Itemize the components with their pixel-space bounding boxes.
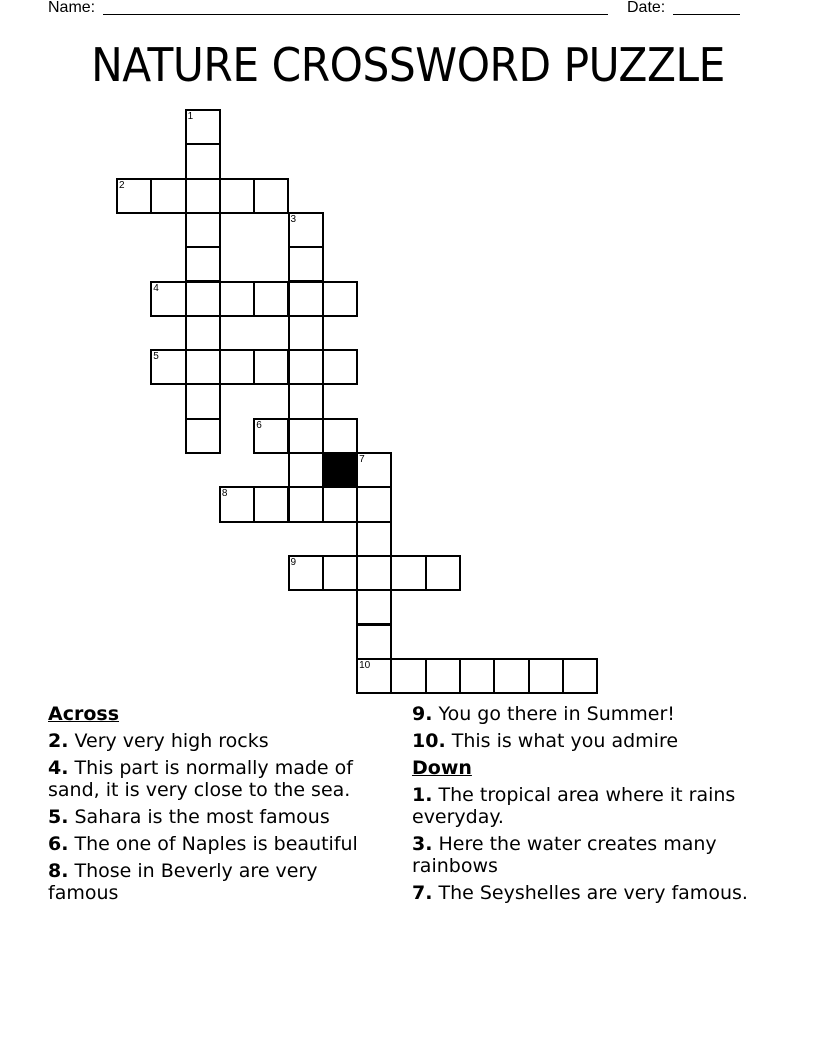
crossword-cell[interactable] — [150, 178, 186, 214]
crossword-cell[interactable] — [356, 624, 392, 660]
crossword-cell[interactable] — [253, 281, 289, 317]
clue-number: 2. — [48, 730, 69, 752]
crossword-cell[interactable] — [116, 178, 152, 214]
crossword-cell[interactable] — [185, 281, 221, 317]
clue-number-label: 4 — [153, 282, 159, 294]
crossword-cell[interactable] — [185, 178, 221, 214]
clue-number-label: 1 — [187, 111, 194, 122]
crossword-cell[interactable] — [219, 178, 255, 214]
clue-number-label: 8 — [221, 488, 228, 500]
crossword-cell[interactable] — [390, 555, 426, 591]
crossword-cell[interactable] — [185, 383, 221, 419]
across-heading: Across — [48, 703, 120, 725]
crossword-cell[interactable] — [185, 212, 221, 248]
crossword-cell[interactable] — [356, 555, 392, 591]
crossword-cell[interactable] — [562, 658, 598, 694]
clue-number: 8. — [48, 860, 69, 882]
crossword-cell[interactable] — [185, 109, 221, 145]
crossword-cell[interactable] — [150, 281, 186, 317]
clue-text: This part is normally made of sand, it is very close to the sea. — [48, 757, 353, 801]
clues-column-left — [48, 703, 388, 909]
crossword-cell[interactable] — [356, 452, 392, 488]
clue-number-label: 10 — [359, 659, 371, 671]
crossword-cell[interactable] — [356, 486, 392, 522]
crossword-cell[interactable] — [288, 246, 324, 282]
clue-across-5 — [48, 806, 388, 828]
clue-number-label: 9 — [290, 556, 297, 568]
clue-number: 5. — [48, 806, 69, 828]
crossword-cell[interactable] — [185, 246, 221, 282]
clue-number: 10. — [412, 730, 446, 752]
clue-number-label: 6 — [256, 419, 262, 431]
crossword-cell[interactable] — [322, 349, 358, 385]
crossword-cell[interactable] — [150, 349, 186, 385]
crossword-cell[interactable] — [219, 349, 255, 385]
crossword-cell[interactable] — [288, 418, 324, 454]
name-label: Name: — [48, 0, 96, 16]
crossword-cell[interactable] — [253, 486, 289, 522]
clue-down-1 — [412, 784, 752, 828]
clue-text: The one of Naples is beautiful — [68, 833, 358, 855]
crossword-cell[interactable] — [288, 486, 324, 522]
clue-down-7 — [412, 882, 752, 904]
crossword-cell[interactable] — [425, 658, 461, 694]
clue-number-label: 5 — [153, 351, 159, 363]
clue-across-4 — [48, 757, 388, 801]
crossword-cell[interactable] — [185, 349, 221, 385]
crossword-cell[interactable] — [288, 383, 324, 419]
clue-text: This is what you admire — [445, 730, 679, 752]
crossword-cell[interactable] — [253, 418, 289, 454]
crossword-cell[interactable] — [253, 178, 289, 214]
clue-number-label: 2 — [119, 179, 125, 191]
crossword-cell[interactable] — [322, 486, 358, 522]
clue-across-10 — [412, 730, 752, 752]
date-label: Date: — [627, 0, 666, 16]
clue-number: 9. — [412, 703, 433, 725]
crossword-cell[interactable] — [185, 418, 221, 454]
clue-text: Those in Beverly are very famous — [48, 860, 318, 904]
clue-number-label: 7 — [359, 454, 365, 465]
crossword-cell[interactable] — [425, 555, 461, 591]
crossword-cell[interactable] — [288, 315, 324, 351]
clue-number-label: 3 — [290, 213, 297, 225]
clue-number: 3. — [412, 833, 433, 855]
crossword-cell[interactable] — [288, 555, 324, 591]
clue-across-9 — [412, 703, 752, 725]
clue-number: 1. — [412, 784, 433, 806]
crossword-cell[interactable] — [185, 143, 221, 179]
clue-number: 4. — [48, 757, 69, 779]
crossword-cell[interactable] — [288, 281, 324, 317]
clue-text: The tropical area where it rains everyday. — [412, 784, 736, 828]
crossword-cell[interactable] — [288, 452, 324, 488]
clue-text: The Seyshelles are very famous. — [432, 882, 748, 904]
crossword-cell[interactable] — [219, 486, 255, 522]
down-heading: Down — [412, 757, 472, 779]
crossword-cell[interactable] — [493, 658, 529, 694]
crossword-cell[interactable] — [219, 281, 255, 317]
crossword-cell[interactable] — [390, 658, 426, 694]
crossword-cell[interactable] — [459, 658, 495, 694]
crossword-cell[interactable] — [356, 589, 392, 625]
clue-across-8 — [48, 860, 388, 904]
crossword-cell[interactable] — [288, 212, 324, 248]
clue-text: Very very high rocks — [68, 730, 269, 752]
crossword-cell[interactable] — [185, 315, 221, 351]
crossword-block — [322, 452, 358, 488]
crossword-cell[interactable] — [322, 281, 358, 317]
clue-number: 7. — [412, 882, 433, 904]
crossword-cell[interactable] — [322, 555, 358, 591]
clue-down-3 — [412, 833, 752, 877]
clue-number: 6. — [48, 833, 69, 855]
clue-text: Here the water creates many rainbows — [412, 833, 717, 877]
clue-text: Sahara is the most famous — [68, 806, 330, 828]
clue-across-2 — [48, 730, 388, 752]
crossword-cell[interactable] — [356, 658, 392, 694]
crossword-cell[interactable] — [253, 349, 289, 385]
crossword-cell[interactable] — [528, 658, 564, 694]
clue-text: You go there in Summer! — [432, 703, 675, 725]
puzzle-title: NATURE CROSSWORD PUZZLE — [91, 38, 725, 92]
clue-across-6 — [48, 833, 388, 855]
crossword-cell[interactable] — [356, 521, 392, 557]
crossword-cell[interactable] — [288, 349, 324, 385]
clues-column-right — [412, 703, 752, 909]
crossword-cell[interactable] — [322, 418, 358, 454]
